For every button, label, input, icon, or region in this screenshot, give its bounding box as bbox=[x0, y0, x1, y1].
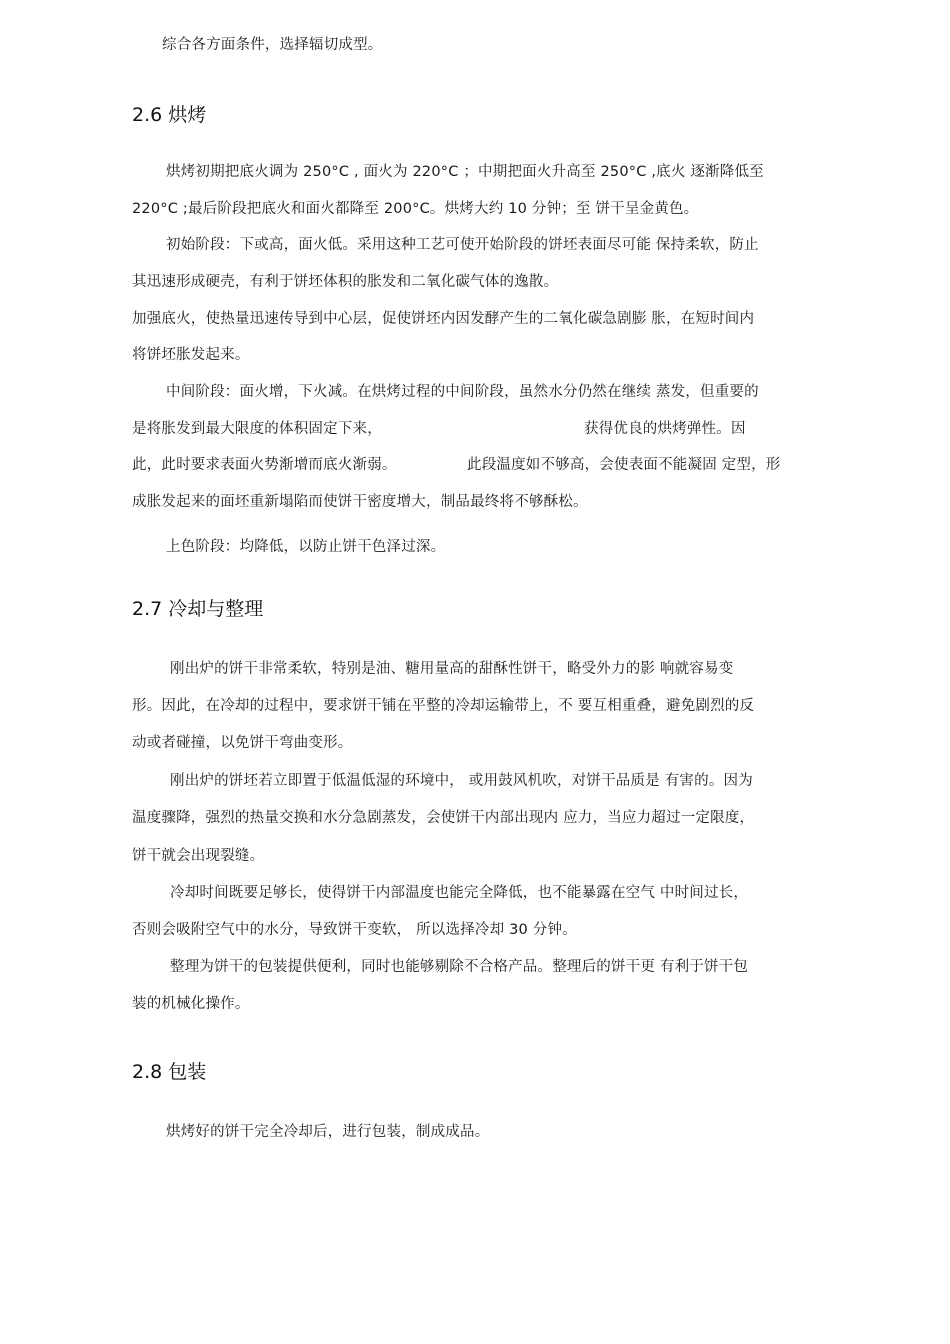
paragraph-line: 此，此时要求表面火势渐增而底火渐弱。 bbox=[132, 457, 397, 473]
paragraph-line: 装的机械化操作。 bbox=[132, 996, 250, 1012]
paragraph-line: 整理为饼干的包装提供便利，同时也能够剔除不合格产品。整理后的饼干更 有利于饼干包 bbox=[170, 959, 749, 975]
section-2-7-title: 2.7 冷却与整理 bbox=[132, 598, 264, 620]
paragraph-line: 饼干就会出现裂缝。 bbox=[132, 848, 265, 864]
paragraph-line: 冷却时间既要足够长，使得饼干内部温度也能完全降低，也不能暴露在空气 中时间过长， bbox=[170, 885, 749, 901]
paragraph-line: 否则会吸附空气中的水分，导致饼干变软， 所以选择冷却 30 分钟。 bbox=[132, 922, 577, 938]
paragraph-line: 中间阶段：面火增，下火减。在烘烤过程的中间阶段，虽然水分仍然在继续 蒸发，但重要的 bbox=[166, 384, 759, 400]
paragraph-line: 形。因此，在冷却的过程中，要求饼干铺在平整的冷却运输带上，不 要互相重叠，避免剧烈的反 bbox=[132, 698, 755, 714]
section-2-6-title: 2.6 烘烤 bbox=[132, 104, 207, 126]
paragraph-line: 温度骤降，强烈的热量交换和水分急剧蒸发，会使饼干内部出现内 应力，当应力超过一定限度， bbox=[132, 810, 755, 826]
paragraph-line: 烘烤好的饼干完全冷却后，进行包装，制成成品。 bbox=[166, 1124, 490, 1140]
paragraph-line: 刚出炉的饼干非常柔软，特别是油、糖用量高的甜酥性饼干，略受外力的影 响就容易变 bbox=[170, 661, 734, 677]
paragraph-line: 上色阶段：均降低，以防止饼干色泽过深。 bbox=[166, 539, 446, 555]
paragraph-line: 其迅速形成硬壳，有利于饼坯体积的胀发和二氧化碳气体的逸散。 bbox=[132, 274, 559, 290]
paragraph-line: 刚出炉的饼坯若立即置于低温低湿的环境中， 或用鼓风机吹，对饼干品质是 有害的。因为 bbox=[170, 773, 753, 789]
paragraph-line: 成胀发起来的面坯重新塌陷而使饼干密度增大，制品最终将不够酥松。 bbox=[132, 494, 588, 510]
intro-paragraph: 综合各方面条件，选择辐切成型。 bbox=[162, 37, 383, 53]
paragraph-line: 将饼坯胀发起来。 bbox=[132, 347, 250, 363]
paragraph-line: 获得优良的烘烤弹性。因 bbox=[584, 421, 746, 437]
paragraph-line: 220°C ;最后阶段把底火和面火都降至 200°C。烘烤大约 10 分钟；至 饼干呈金黄色。 bbox=[132, 201, 699, 217]
paragraph-line: 烘烤初期把底火调为 250°C , 面火为 220°C ；中期把面火升高至 250°C ,底火 逐渐降低至 bbox=[166, 164, 764, 180]
paragraph-line: 初始阶段：下或高，面火低。采用这种工艺可使开始阶段的饼坯表面尽可能 保持柔软，防止 bbox=[166, 237, 759, 253]
paragraph-line: 是将胀发到最大限度的体积固定下来， bbox=[132, 421, 382, 437]
section-2-8-title: 2.8 包装 bbox=[132, 1061, 207, 1083]
paragraph-line: 加强底火，使热量迅速传导到中心层，促使饼坯内因发酵产生的二氧化碳急剧膨 胀，在短时间内 bbox=[132, 311, 755, 327]
paragraph-line: 此段温度如不够高，会使表面不能凝固 定型，形 bbox=[467, 457, 781, 473]
paragraph-line: 动或者碰撞，以免饼干弯曲变形。 bbox=[132, 735, 353, 751]
